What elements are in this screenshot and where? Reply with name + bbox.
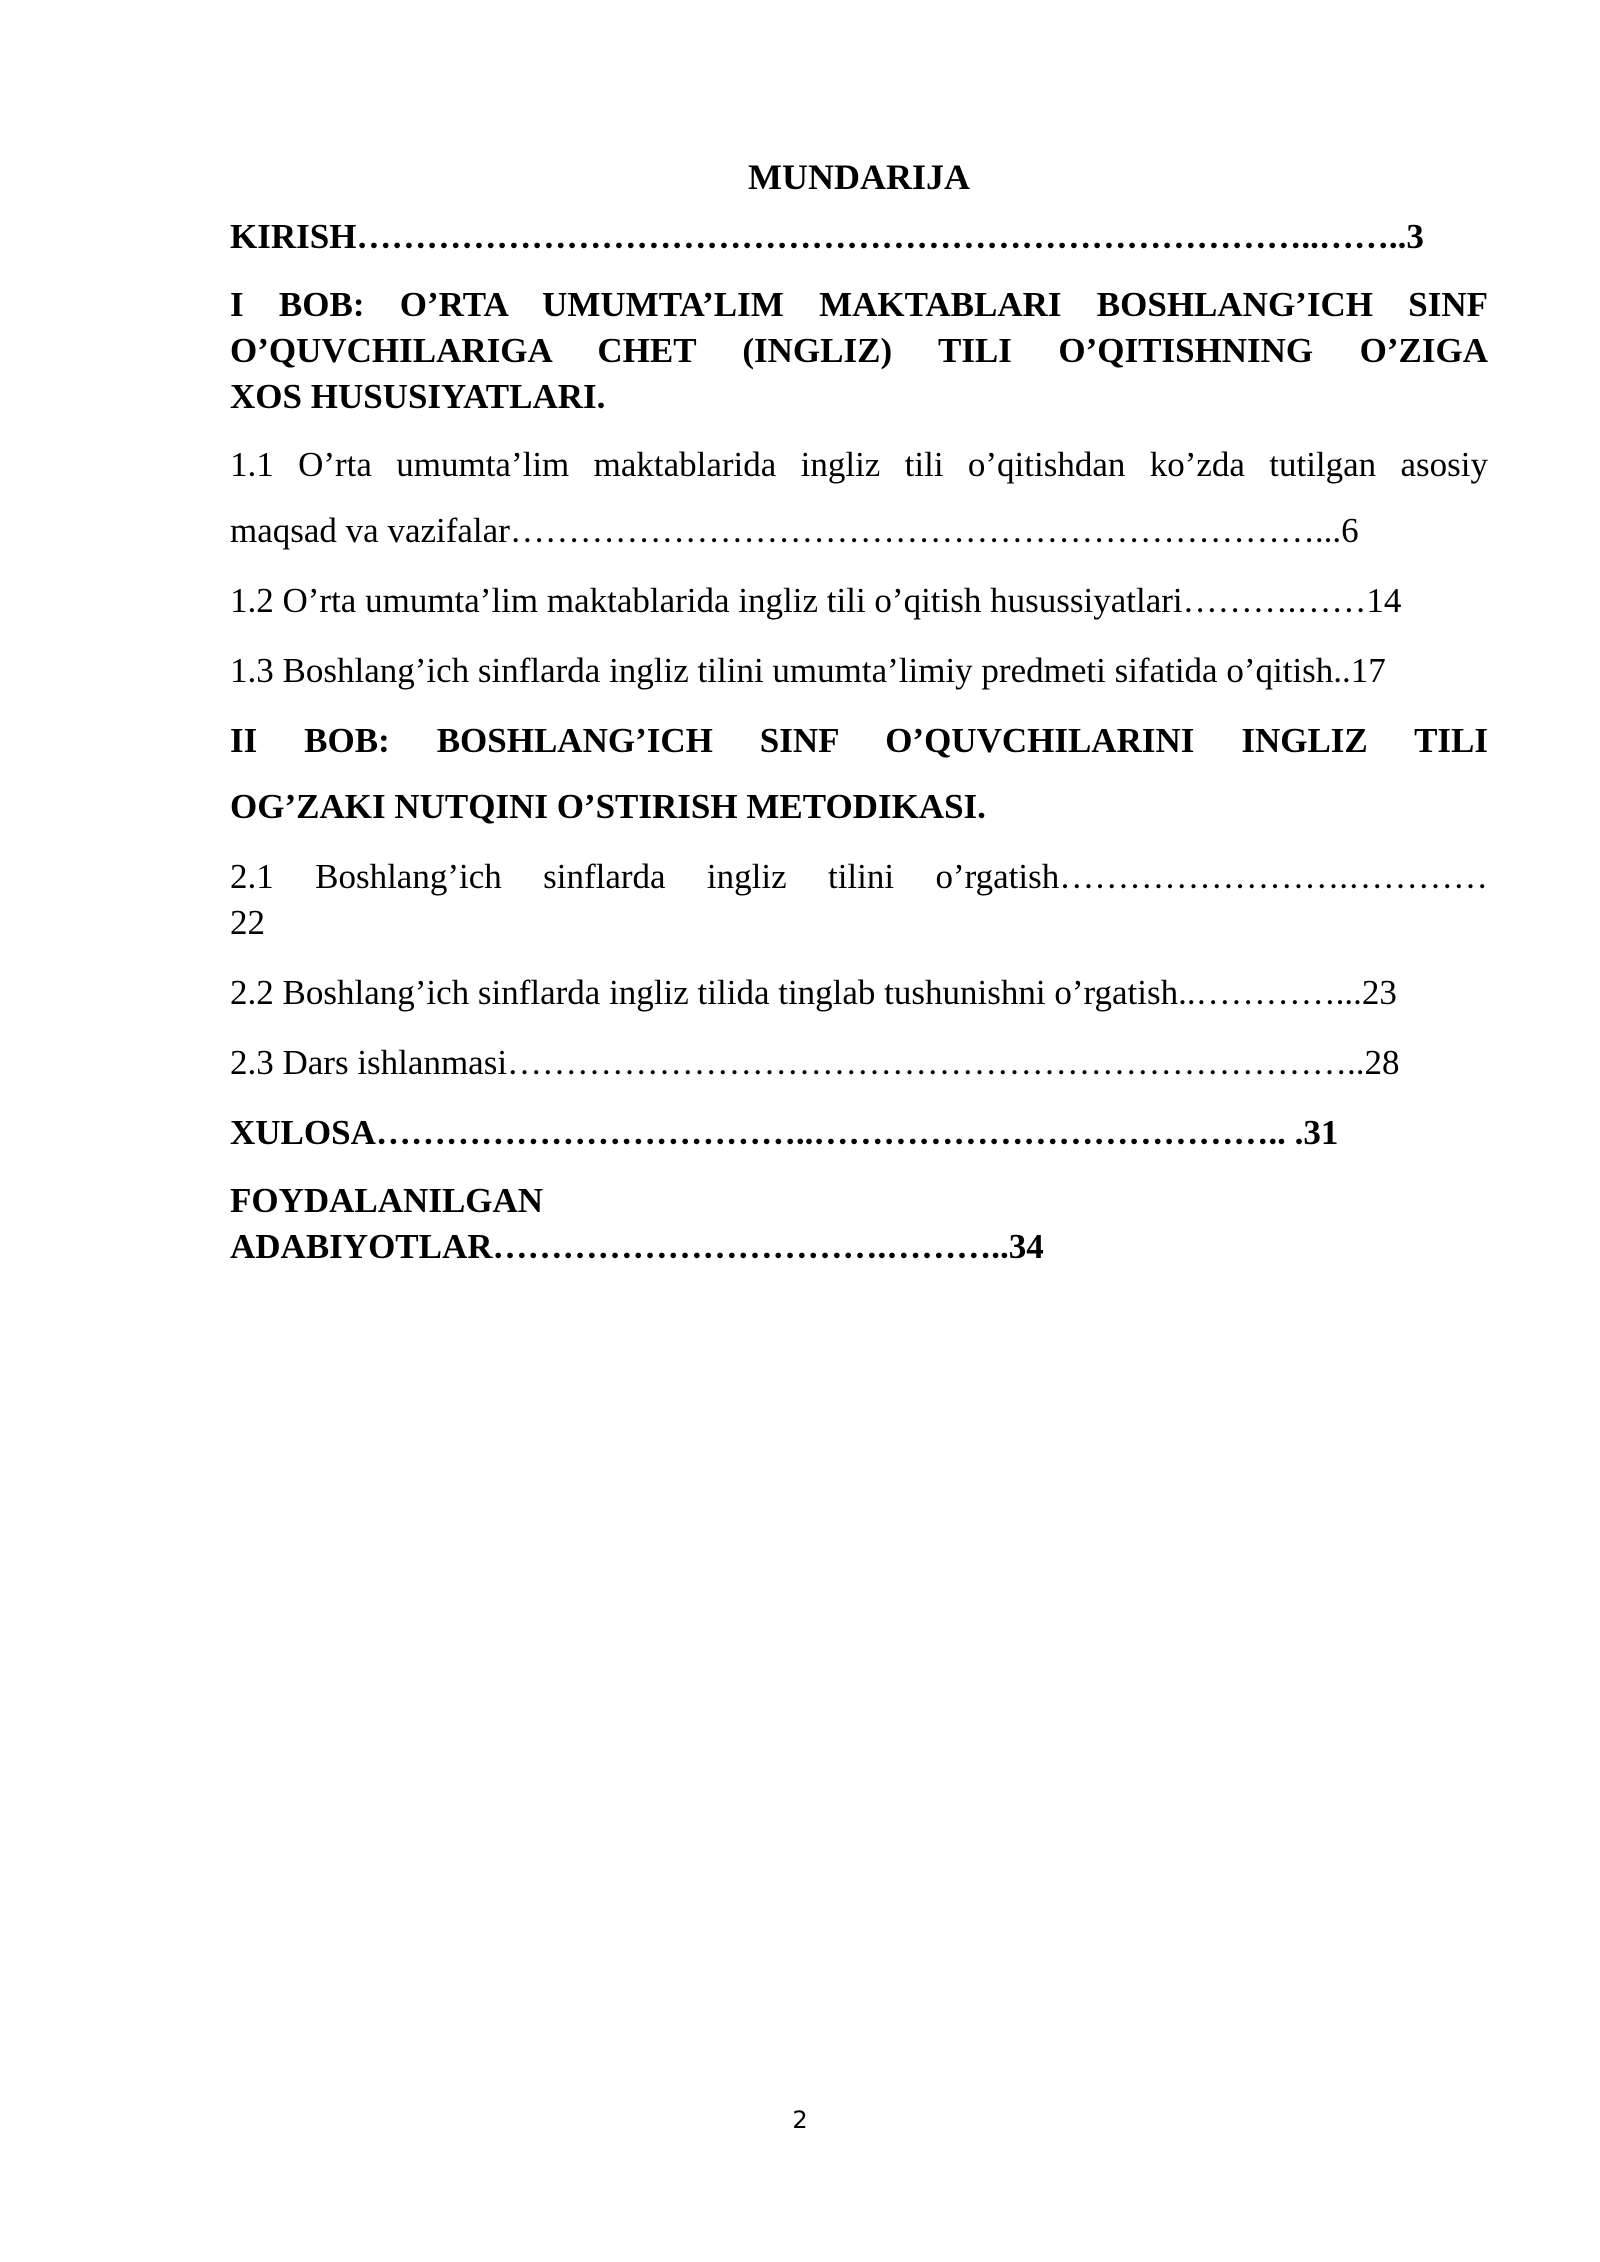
- chapter-1-heading-line-1: I BOB: O’RTA UMUMTA’LIM MAKTABLARI BOSHLANG’ICH SINF: [230, 285, 1488, 324]
- toc-entry-1-2: 1.2 O’rta umumta’lim maktablarida ingliz tili o’qitish husussiyatlari……….……14: [230, 581, 1402, 620]
- adabiyotlar-line-2: ADABIYOTLAR…………………………….………..34: [230, 1227, 1044, 1266]
- toc-entry-2-1: [230, 854, 1488, 946]
- section-2-1-line-1: 2.1 Boshlang’ich sinflarda ingliz tilini o’rgatish…………………….…………: [230, 857, 1488, 896]
- toc-entry-1-1: [230, 442, 1488, 554]
- page-title: MUNDARIJA: [748, 157, 970, 197]
- adabiyotlar-line-1: FOYDALANILGAN: [230, 1181, 544, 1220]
- chapter-1-heading-line-3: XOS HUSUSIYATLARI.: [230, 377, 606, 416]
- chapter-2-heading-line-1: II BOB: BOSHLANG’ICH SINF O’QUVCHILARINI INGLIZ TILI: [230, 721, 1488, 760]
- toc-entry-adabiyotlar: [230, 1178, 1488, 1270]
- toc-entry-2-2: 2.2 Boshlang’ich sinflarda ingliz tilida tinglab tushunishni o’rgatish..…………...23: [230, 973, 1397, 1012]
- toc-entry-xulosa: XULOSA………………………………..………………………………….. .31: [230, 1113, 1339, 1152]
- page-number: 2: [792, 2106, 808, 2134]
- toc-chapter-2-heading: [230, 718, 1488, 830]
- section-1-1-line-2: maqsad va vazifalar……………………………………………………………...6: [230, 511, 1359, 550]
- section-1-1-line-1: 1.1 O’rta umumta’lim maktablarida ingliz tili o’qitishdan ko’zda tutilgan asosiy: [230, 445, 1488, 484]
- table-of-contents: [230, 150, 1488, 1270]
- toc-chapter-1-heading: [230, 282, 1488, 420]
- toc-entry-1-3: 1.3 Boshlang’ich sinflarda ingliz tilini umumta’limiy predmeti sifatida o’qitish..17: [230, 651, 1386, 690]
- chapter-1-heading-line-2: O’QUVCHILARIGA CHET (INGLIZ) TILI O’QITISHNING O’ZIGA: [230, 331, 1488, 370]
- toc-entry-2-3: 2.3 Dars ishlanmasi………………………………………………………………..28: [230, 1043, 1400, 1082]
- section-2-1-line-2: 22: [230, 903, 265, 942]
- toc-entry-kirish: KIRISH………………………………………………………………………..……..3: [230, 217, 1424, 256]
- chapter-2-heading-line-2: OG’ZAKI NUTQINI O’STIRISH METODIKASI.: [230, 787, 986, 826]
